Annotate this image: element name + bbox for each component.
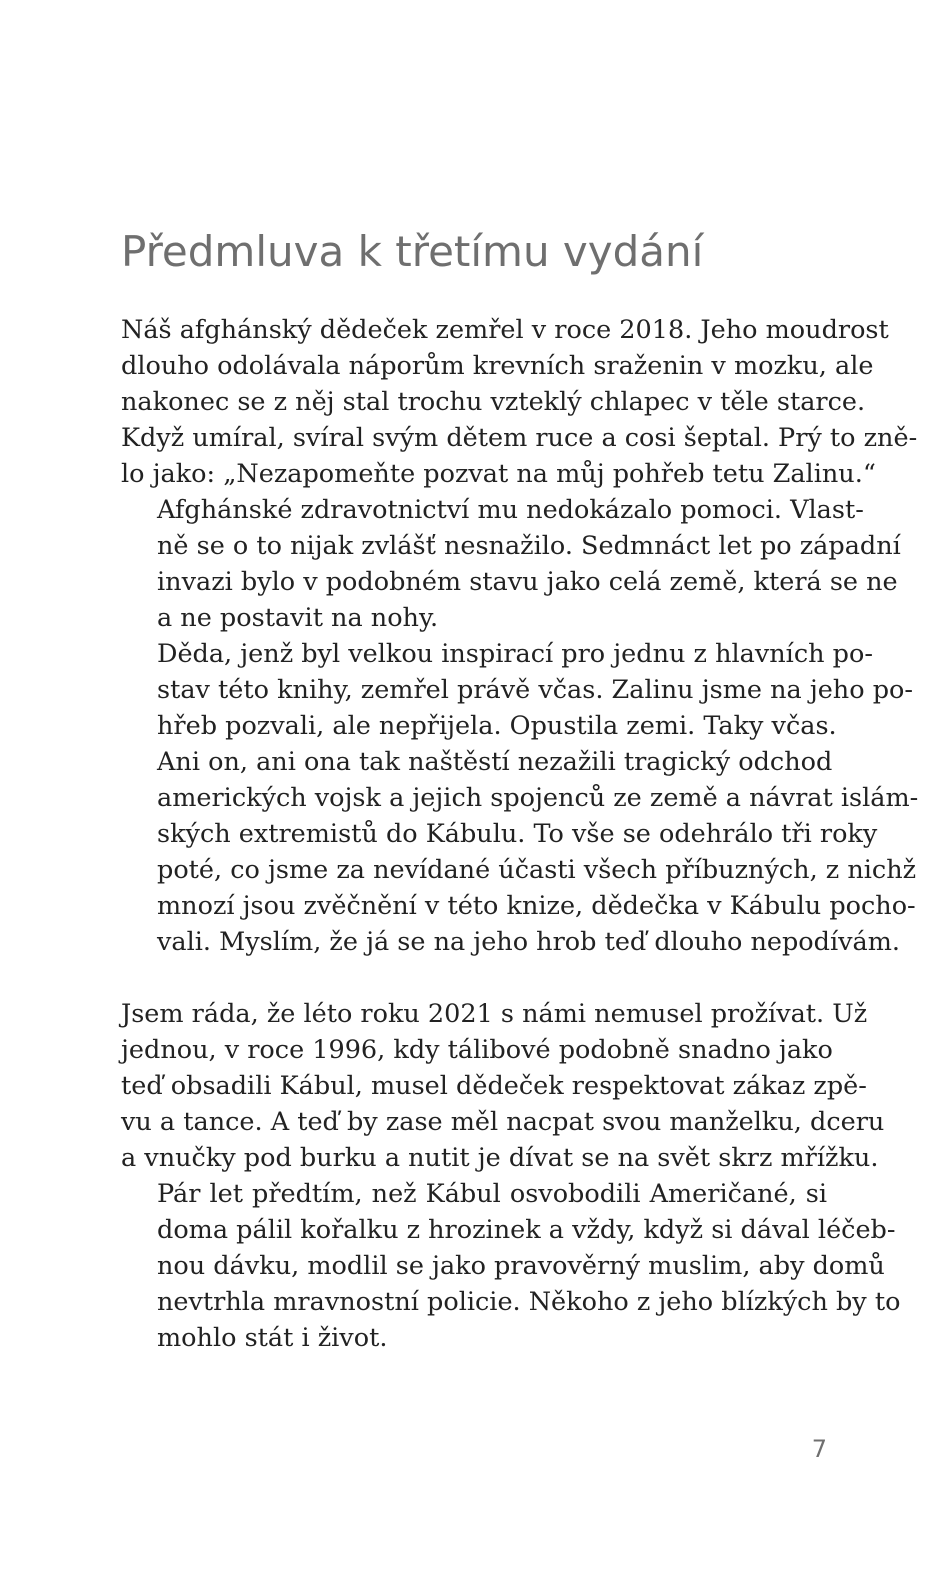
paragraph-1 <box>121 312 918 492</box>
text-line: a ne postavit na nohy. <box>157 603 439 633</box>
text-line: jednou, v roce 1996, kdy tálibové podobně snadno jako <box>121 1035 833 1065</box>
text-line: Jsem ráda, že léto roku 2021 s námi nemusel prožívat. Už <box>121 999 868 1029</box>
text-line: vali. Myslím, že já se na jeho hrob teď dlouho nepodívám. <box>157 927 901 957</box>
text-line: ně se o to nijak zvlášť nesnažilo. Sedmnáct let po západní <box>157 531 901 561</box>
chapter-title: Předmluva k třetímu vydání <box>121 227 704 276</box>
text-line: nakonec se z něj stal trochu vzteklý chlapec v těle starce. <box>121 387 866 417</box>
text-line: Pár let předtím, než Kábul osvobodili Američané, si <box>157 1179 827 1209</box>
paragraph-5 <box>121 996 885 1176</box>
text-line: lo jako: „Nezapomeňte pozvat na můj pohřeb tetu Zalinu.“ <box>121 459 876 489</box>
text-line: mnozí jsou zvěčnění v této knize, dědečka v Kábulu pocho- <box>157 891 916 921</box>
paragraph-2 <box>121 492 901 636</box>
paragraph-6 <box>121 1176 901 1356</box>
text-line: Ani on, ani ona tak naštěstí nezažili tragický odchod <box>157 747 833 777</box>
text-line: stav této knihy, zemřel právě včas. Zalinu jsme na jeho po- <box>157 675 913 705</box>
page-number: 7 <box>811 1435 827 1463</box>
paragraph-3 <box>121 636 913 744</box>
text-line: Děda, jenž byl velkou inspirací pro jednu z hlavních po- <box>157 639 873 669</box>
text-line: invazi bylo v podobném stavu jako celá země, která se ne <box>157 567 898 597</box>
text-line: dlouho odolávala náporům krevních sraženin v mozku, ale <box>121 351 874 381</box>
paragraph-4 <box>121 744 919 960</box>
text-line: poté, co jsme za nevídané účasti všech příbuzných, z nichž <box>157 855 917 885</box>
text-line: teď obsadili Kábul, musel dědeček respektovat zákaz zpě- <box>121 1071 867 1101</box>
text-line: hřeb pozvali, ale nepřijela. Opustila zemi. Taky včas. <box>157 711 837 741</box>
text-line: ských extremistů do Kábulu. To vše se odehrálo tři roky <box>157 819 878 849</box>
text-line: Když umíral, svíral svým dětem ruce a cosi šeptal. Prý to zně- <box>121 423 918 453</box>
text-line: mohlo stát i život. <box>157 1323 388 1353</box>
text-line: nevtrhla mravnostní policie. Někoho z jeho blízkých by to <box>157 1287 901 1317</box>
text-line: a vnučky pod burku a nutit je dívat se na svět skrz mřížku. <box>121 1143 879 1173</box>
text-line: nou dávku, modlil se jako pravověrný muslim, aby domů <box>157 1251 885 1281</box>
text-line: Náš afghánský dědeček zemřel v roce 2018. Jeho moudrost <box>121 315 889 345</box>
text-line: vu a tance. A teď by zase měl nacpat svou manželku, dceru <box>121 1107 885 1137</box>
text-line: doma pálil kořalku z hrozinek a vždy, když si dával léčeb- <box>157 1215 896 1245</box>
text-line: amerických vojsk a jejich spojenců ze země a návrat islám- <box>157 783 919 813</box>
body-text <box>121 312 919 1356</box>
text-line: Afghánské zdravotnictví mu nedokázalo pomoci. Vlast- <box>157 495 864 525</box>
